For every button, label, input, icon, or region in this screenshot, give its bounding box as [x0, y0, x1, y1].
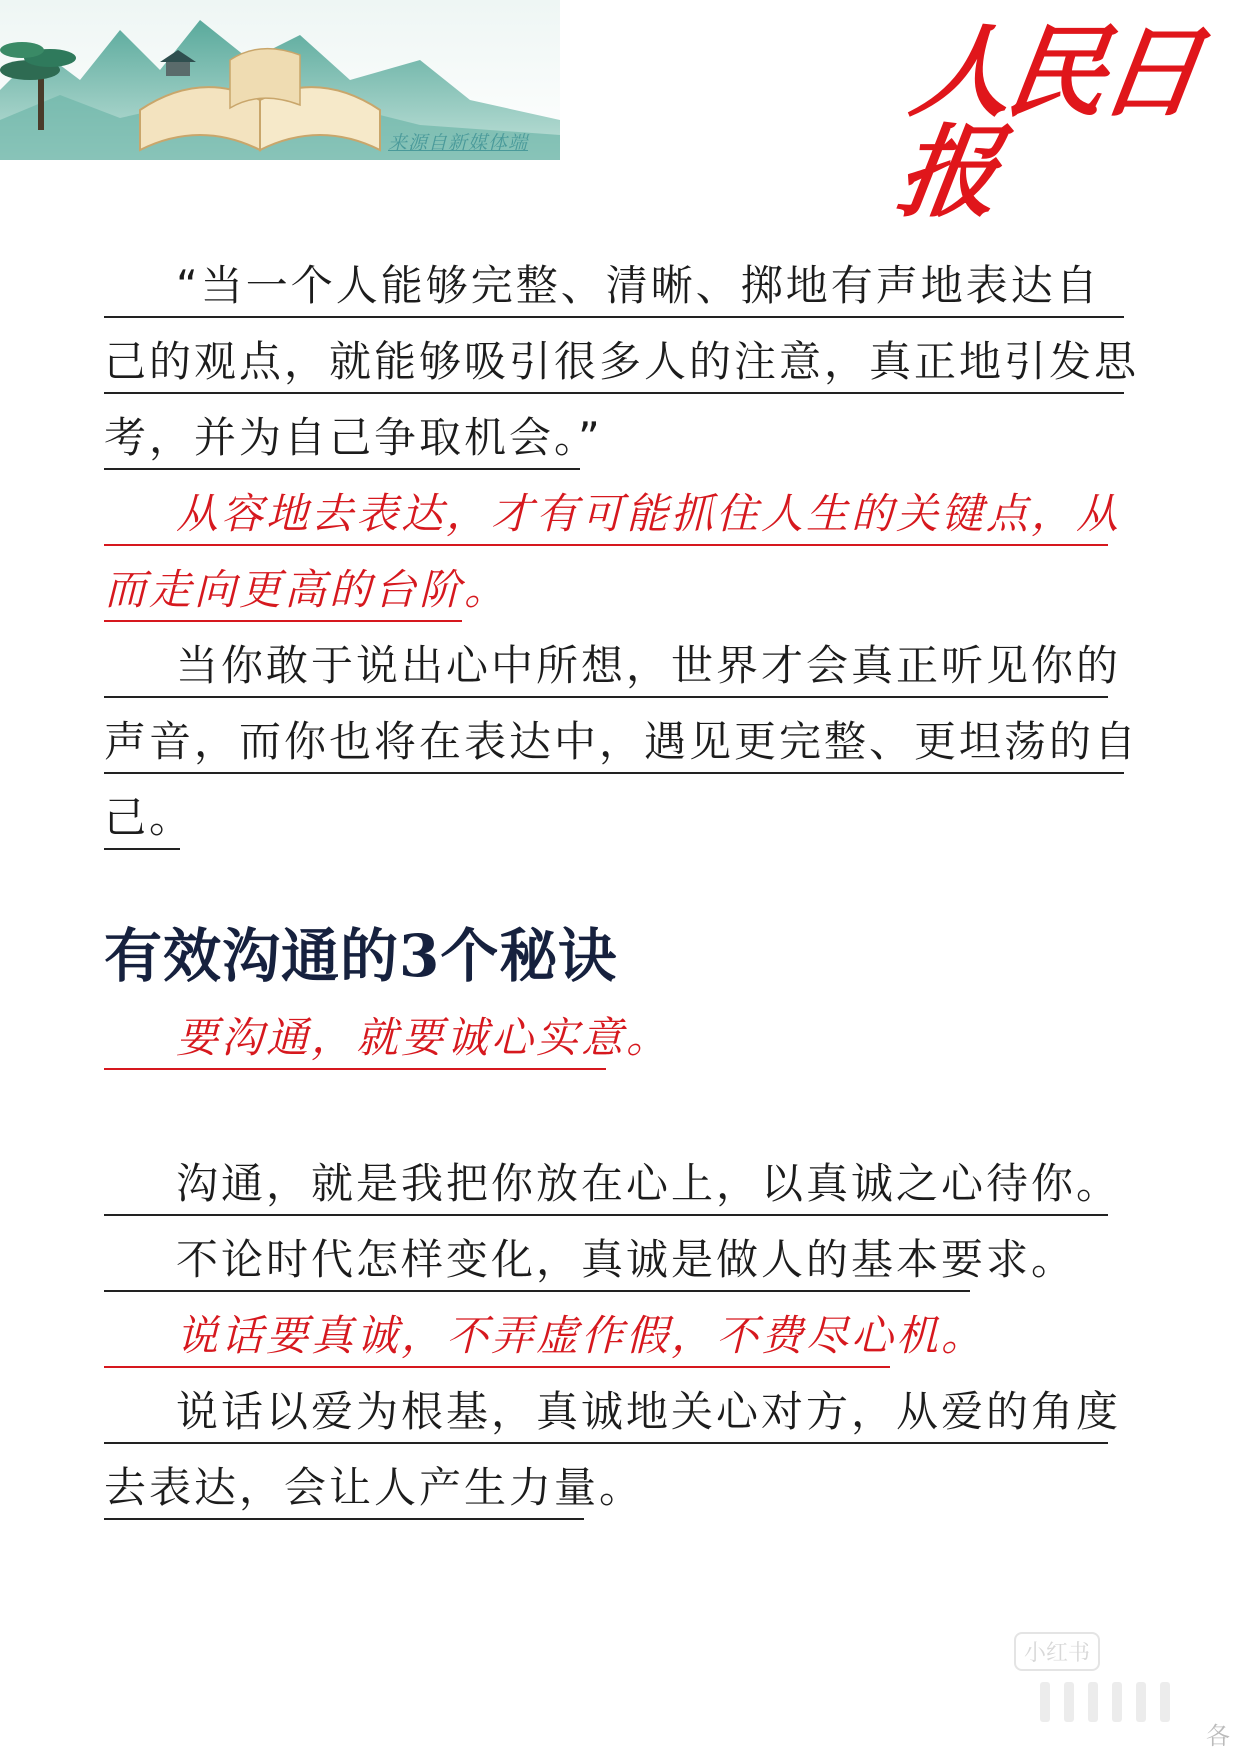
- section-subtitle: [104, 1000, 1144, 1076]
- paragraph-highlight: [104, 476, 1144, 628]
- paragraph-line: 考，并为自己争取机会。”: [104, 400, 1144, 476]
- paragraph-line: 当你敢于说出心中所想，世界才会真正听见你的: [104, 628, 1144, 704]
- page-indicator-bars: [1040, 1682, 1170, 1722]
- paragraph-line: 沟通，就是我把你放在心上，以真诚之心待你。: [104, 1146, 1144, 1222]
- masthead-logo: 人民日报: [890, 13, 1204, 231]
- paragraph-line: 己。: [104, 780, 1144, 856]
- highlight-line: 说话要真诚，不弄虚作假，不费尽心机。: [104, 1298, 1144, 1374]
- subtitle-line: 要沟通，就要诚心实意。: [104, 1000, 1144, 1076]
- paragraph-highlight: [104, 1298, 1144, 1374]
- paragraph-line: 己的观点，就能够吸引很多人的注意，真正地引发思: [104, 324, 1144, 400]
- paragraph-line: “当一个人能够完整、清晰、掷地有声地表达自: [104, 248, 1144, 324]
- source-caption: 来源自新媒体端: [388, 132, 529, 154]
- paragraph-voice: [104, 628, 1144, 856]
- section-title: 有效沟通的3个秘诀: [104, 922, 618, 990]
- paragraph-quote: [104, 248, 1144, 476]
- highlight-line: 从容地去表达，才有可能抓住人生的关键点，从: [104, 476, 1144, 552]
- highlight-line: 而走向更高的台阶。: [104, 552, 1144, 628]
- paragraph-line: 说话以爱为根基，真诚地关心对方，从爱的角度: [104, 1374, 1144, 1450]
- paragraph-line: 声音，而你也将在表达中，遇见更完整、更坦荡的自: [104, 704, 1144, 780]
- watermark-logo: 小红书: [1014, 1632, 1100, 1671]
- corner-glyph: 各: [1206, 1722, 1230, 1750]
- paragraph-line: 不论时代怎样变化，真诚是做人的基本要求。: [104, 1222, 1144, 1298]
- paragraph-love: [104, 1374, 1144, 1526]
- article-body: [104, 248, 1144, 1526]
- paragraph-line: 去表达，会让人产生力量。: [104, 1450, 1144, 1526]
- paragraph-sincerity: [104, 1146, 1144, 1298]
